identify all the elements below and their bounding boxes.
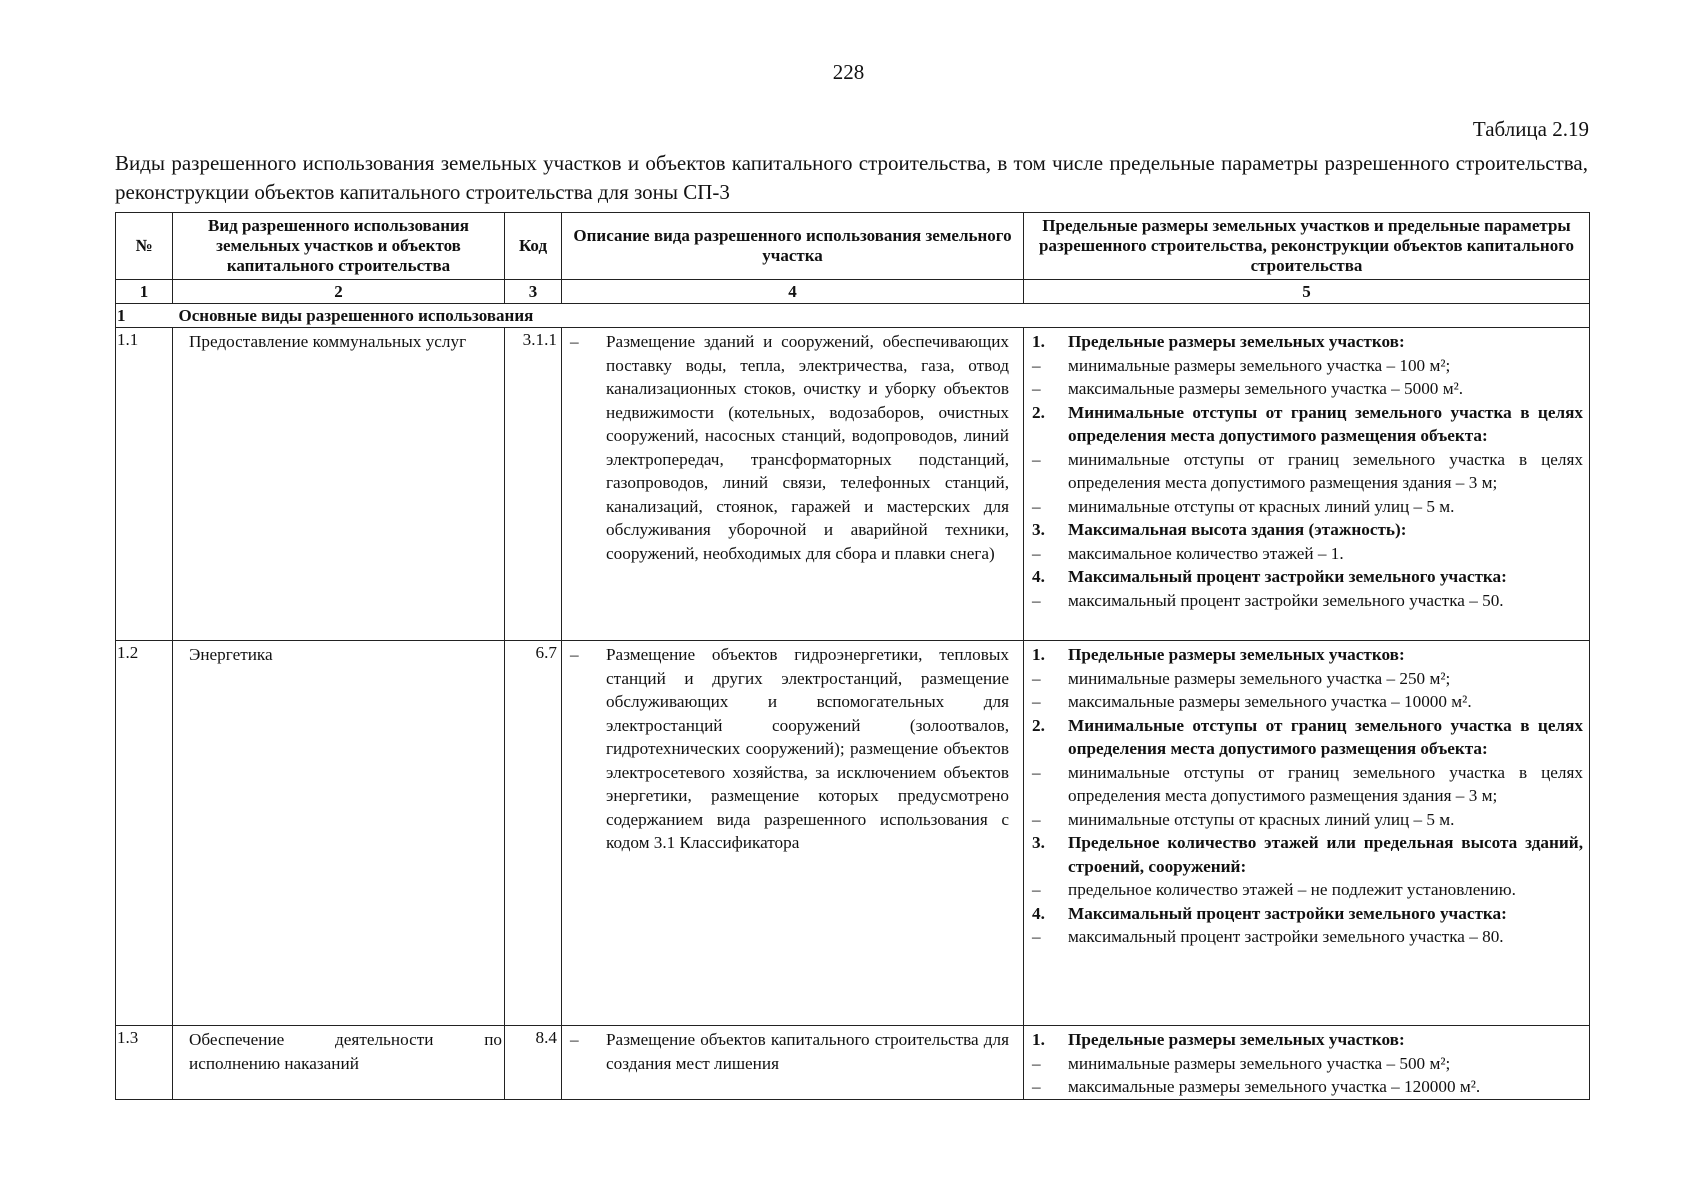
- table-row: [116, 1026, 1590, 1100]
- row-use-name: Энергетика: [173, 641, 505, 1026]
- column-number-row: [116, 280, 1590, 304]
- limit-heading: Предельное количество этажей или предельная высота зданий, строений, сооружений:: [1068, 833, 1583, 876]
- row-no: 1.2: [116, 641, 173, 1026]
- limit-item: минимальные отступы от границ земельного участка в целях определения места допустимого размещения здания – 3 м;: [1068, 762, 1583, 805]
- limit-item: максимальные размеры земельного участка – 10000 м².: [1068, 692, 1472, 711]
- row-limits: 1. Предельные размеры земельных участков: – минимальные размеры земельного участка – 100 м²; – максимальные размеры земельного участка – 5000 м². 2. Минимальные отступы от границ земельного участка в целях определения места допустимого размещения объекта: – минимальные отступы от границ земельного участка в целях определения места допустимого размещения здания – 3 м; – минимальные отступы от красных линий улиц – 5 м. 3. Максимальная высота здания (этажность): – максимальное количество этажей – 1. 4. Максимальный процент застройки земельного участка: – максимальный процент застройки земельного участка – 50.: [1024, 328, 1590, 641]
- limit-item: максимальные размеры земельного участка – 5000 м².: [1068, 379, 1464, 398]
- limit-item: максимальное количество этажей – 1.: [1068, 543, 1344, 563]
- description-text: Размещение объектов капитального строительства для создания мест лишения: [606, 1030, 1009, 1073]
- header-limits: Предельные размеры земельных участков и предельные параметры разрешенного строительства, реконструкции объектов капитального строительства: [1024, 213, 1590, 280]
- limit-item: максимальный процент застройки земельного участка – 80.: [1068, 927, 1504, 946]
- row-description: [562, 1026, 1024, 1100]
- header-no: №: [116, 213, 173, 280]
- limit-item: минимальные отступы от красных линий улиц – 5 м.: [1068, 496, 1455, 516]
- limit-item: минимальные размеры земельного участка – 250 м²;: [1068, 668, 1451, 688]
- limit-heading: Максимальный процент застройки земельного участка:: [1068, 903, 1507, 923]
- dash-marker: –: [570, 332, 579, 351]
- row-use-name: Предоставление коммунальных услуг: [173, 328, 505, 641]
- table-row: [116, 641, 1590, 1026]
- limit-item: минимальные размеры земельного участка – 500 м²;: [1068, 1053, 1451, 1073]
- limit-heading: Минимальные отступы от границ земельного участка в целях определения места допустимого размещения объекта:: [1068, 715, 1583, 758]
- row-code: 8.4: [505, 1026, 562, 1100]
- section-title: Основные виды разрешенного использования: [173, 304, 1590, 328]
- row-use-name: Обеспечение деятельности по исполнению наказаний: [173, 1026, 505, 1100]
- zoning-table: [115, 212, 1590, 1100]
- table-row: [116, 328, 1590, 641]
- row-description: [562, 641, 1024, 1026]
- limit-item: минимальные отступы от границ земельного участка в целях определения места допустимого размещения здания – 3 м;: [1068, 449, 1583, 492]
- header-row: [116, 213, 1590, 280]
- limit-heading: Максимальная высота здания (этажность):: [1068, 520, 1407, 539]
- row-code: 3.1.1: [505, 328, 562, 641]
- section-row: [116, 304, 1590, 328]
- description-text: Размещение объектов гидроэнергетики, тепловых станций и других электростанций, размещение обслуживающих и вспомогательных для электростанций сооружений (золоотвалов, гидротехнических сооружений); размещение объектов электросетевого хозяйства, за исключением объектов энергетики, размещение которых предусмотрено содержанием вида разрешенного использования с кодом 3.1 Классификатора: [606, 645, 1009, 852]
- row-code: 6.7: [505, 641, 562, 1026]
- limit-item: предельное количество этажей – не подлежит установлению.: [1068, 880, 1516, 899]
- limit-item: минимальные отступы от красных линий улиц – 5 м.: [1068, 809, 1455, 829]
- column-number: 1: [116, 280, 173, 304]
- header-code: Код: [505, 213, 562, 280]
- limit-heading: Максимальный процент застройки земельного участка:: [1068, 567, 1507, 586]
- column-number: 4: [562, 280, 1024, 304]
- column-number: 5: [1024, 280, 1590, 304]
- page-number: 228: [832, 60, 865, 84]
- limit-item: максимальный процент застройки земельного участка – 50.: [1068, 590, 1504, 610]
- limit-heading: Минимальные отступы от границ земельного участка в целях определения места допустимого размещения объекта:: [1068, 402, 1583, 445]
- limit-item: максимальные размеры земельного участка – 120000 м².: [1068, 1077, 1481, 1096]
- limit-heading: Предельные размеры земельных участков:: [1068, 332, 1405, 351]
- section-no: 1: [116, 304, 173, 328]
- row-no: 1.1: [116, 328, 173, 641]
- description-text: Размещение зданий и сооружений, обеспечивающих поставку воды, тепла, электричества, газа, отвод канализационных стоков, очистку и уборку объектов недвижимости (котельных, водозаборов, очистных сооружений, насосных станций, водопроводов, линий электропередач, трансформаторных подстанций, газопроводов, линий связи, телефонных станций, канализаций, стоянок, гаражей и мастерских для обслуживания уборочной и аварийной техники, сооружений, необходимых для сбора и плавки снега): [606, 332, 1009, 563]
- row-limits: 1. Предельные размеры земельных участков: – минимальные размеры земельного участка – 500 м²; – максимальные размеры земельного участка – 120000 м².: [1024, 1026, 1590, 1100]
- header-use-type: Вид разрешенного использования земельных участков и объектов капитального строительства: [173, 213, 505, 280]
- dash-marker: –: [570, 645, 579, 664]
- dash-marker: –: [570, 1030, 579, 1049]
- row-limits: 1. Предельные размеры земельных участков: – минимальные размеры земельного участка – 250 м²; – максимальные размеры земельного участка – 10000 м². 2. Минимальные отступы от границ земельного участка в целях определения места допустимого размещения объекта: – минимальные отступы от границ земельного участка в целях определения места допустимого размещения здания – 3 м; – минимальные отступы от красных линий улиц – 5 м. 3. Предельное количество этажей или предельная высота зданий, строений, сооружений: – предельное количество этажей – не подлежит установлению. 4. Максимальный процент застройки земельного участка: – максимальный процент застройки земельного участка – 80.: [1024, 641, 1590, 1026]
- column-number: 3: [505, 280, 562, 304]
- row-no: 1.3: [116, 1026, 173, 1100]
- table-label: Таблица 2.19: [1472, 117, 1589, 141]
- table-title: Виды разрешенного использования земельных участков и объектов капитального строительства, в том числе предельные параметры разрешенного строительства, реконструкции объектов капитального строительства для зоны СП-3: [115, 151, 1588, 204]
- limit-heading: Предельные размеры земельных участков:: [1068, 1030, 1405, 1049]
- row-description: [562, 328, 1024, 641]
- header-description: Описание вида разрешенного использования земельного участка: [562, 213, 1024, 280]
- limit-item: минимальные размеры земельного участка – 100 м²;: [1068, 355, 1451, 375]
- limit-heading: Предельные размеры земельных участков:: [1068, 645, 1405, 664]
- column-number: 2: [173, 280, 505, 304]
